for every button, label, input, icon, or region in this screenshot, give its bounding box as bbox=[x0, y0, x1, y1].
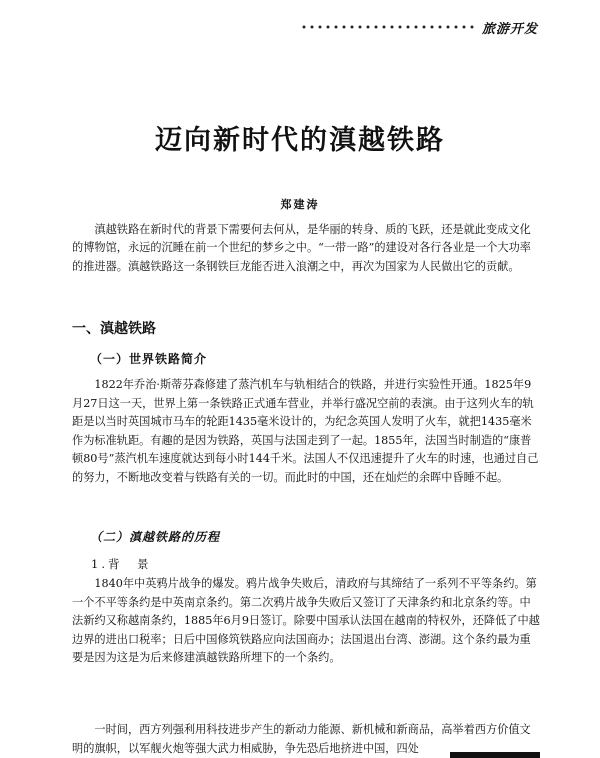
paragraph-world-railway: 1822年乔治·斯蒂芬森修建了蒸汽机车与轨相结合的铁路，并进行实验性开通。1825年9月27日这一天，世界上第一条铁路正式通车营业，并举行盛况空前的表演。由于这列火车的轨距是以当时英国城市马车的轮距1435毫米设计的，为纪念英国人发明了火车，就把1435毫米作为标准轨距。有趣的是因为铁路，英国与法国走到了一起。1855年，法国当时制造的“康普顿80号”蒸汽机车速度就达到每小时144千米。法国人不仅迅速提升了火车的时速，也通过自己的努力，不断地改变着与铁路有关的一切。而此时的中国，还在灿烂的余晖中昏睡不起。 bbox=[72, 378, 539, 484]
section-heading: 一、滇越铁路 bbox=[72, 321, 156, 337]
header-dot-rule bbox=[300, 24, 475, 30]
article-title: 迈向新时代的滇越铁路 bbox=[155, 125, 445, 156]
section-tag: 旅游开发 bbox=[482, 22, 539, 37]
subsection-heading-world-railway: （一）世界铁路简介 bbox=[90, 352, 208, 366]
article-author: 郑建涛 bbox=[280, 198, 320, 211]
paragraph-western-powers: 一时间，西方列强利用科技进步产生的新动力能源、新机械和新商品，高举着西方价值文明的旗帜，以军舰火炮等强大武力相威胁，争先恐后地挤进中国，四处 bbox=[72, 723, 531, 755]
article-abstract: 滇越铁路在新时代的背景下需要何去何从，是华丽的转身、质的飞跃，还是就此变成文化的博物馆，永远的沉睡在前一个世纪的梦乡之中。“一带一路”的建设对各行各业是一个大功率的推进器。滇越铁路这一条钢铁巨龙能否进入浪潮之中，再次为国家为人民做出它的贡献。 bbox=[72, 223, 531, 273]
footer-bar bbox=[450, 752, 540, 758]
item-heading-background: 1.背 景 bbox=[91, 557, 152, 571]
subsection-heading-history: （二）滇越铁路的历程 bbox=[90, 530, 221, 544]
paragraph-background: 1840年中英鸦片战争的爆发。鸦片战争失败后，清政府与其缔结了一系列不平等条约。第一个不平等条约是中英南京条约。第二次鸦片战争失败后又签订了天津条约和北京条约等。中法新约又称越南条约，1885年6月9日签订。除要中国承认法国在越南的特权外，还降低了中越边界的进出口税率；日后中国修筑铁路应向法国商办；法国退出台湾、澎湖。这个条约最为重要是因为这是为后来修建滇越铁路所埋下的一个条约。 bbox=[72, 577, 540, 664]
